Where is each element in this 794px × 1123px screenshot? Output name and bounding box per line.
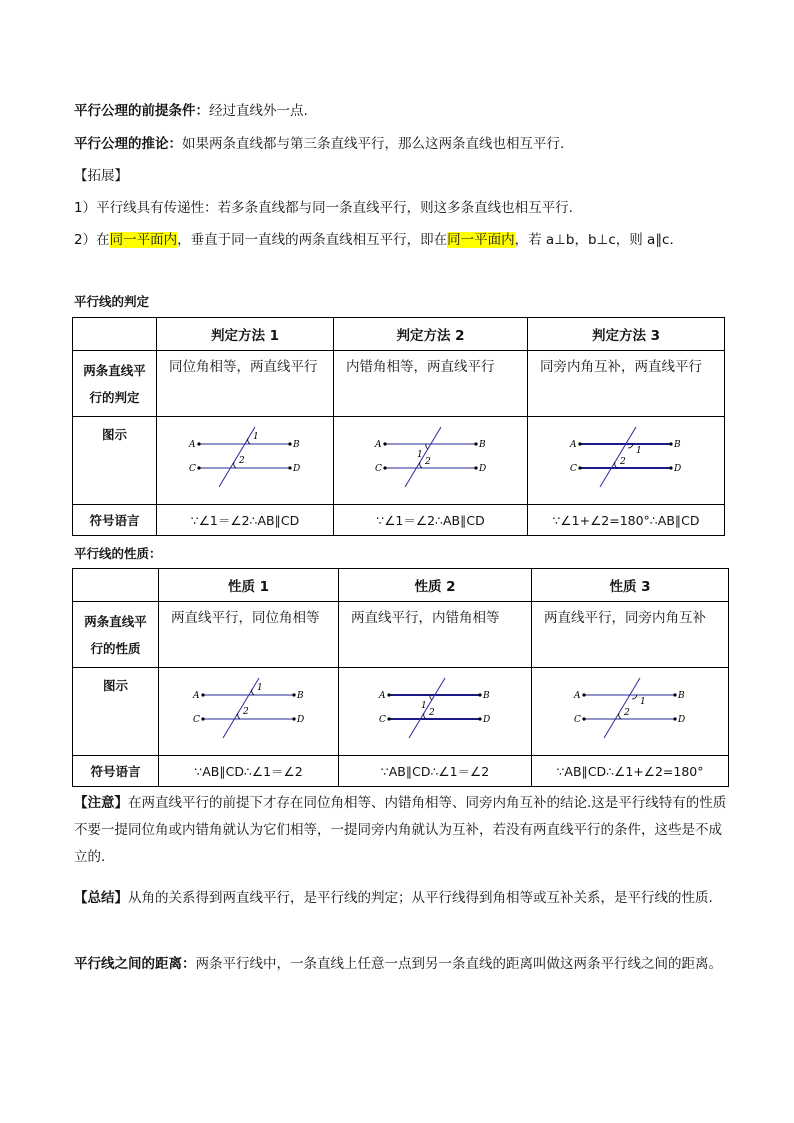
prop-figure-2 [339,668,532,756]
summary-paragraph [74,885,730,912]
angle-label-2: 2 [242,706,249,717]
note-label: 【注意】 [74,795,128,811]
distance-paragraph [74,951,730,978]
angle-label-1: 1 [253,431,259,442]
prop-text-3: 两直线平行，同旁内角互补 [532,602,729,668]
prop-symbol-label: 符号语言 [73,756,159,787]
prop-table [72,568,729,787]
label-c: C [374,463,382,474]
label-d: D [678,714,686,725]
label-b: B [296,690,304,701]
prop-symbol-3: ∵AB∥CD∴∠1+∠2=180° [532,756,729,787]
axiom-premise-line [74,101,734,121]
label-d: D [293,463,301,474]
label-c: C [189,463,196,474]
transversal [604,678,640,738]
judge-table [72,317,725,536]
judge-header-2: 判定方法 2 [334,318,528,351]
prop-symbol-1: ∵AB∥CD∴∠1＝∠2 [159,756,339,787]
judge-section-title: 平行线的判定 [74,294,150,309]
judge-figure-2 [334,417,528,505]
judge-row-label [73,351,157,417]
parallel-lines-diagram [375,675,495,745]
angle-label-2: 2 [239,455,245,466]
judge-method-row [73,351,725,417]
axiom-corollary-label: 平行公理的推论： [74,136,182,152]
axiom-premise-text: 经过直线外一点. [209,103,308,119]
expand-item-1: 1）平行线具有传递性：若多条直线都与同一条直线平行，则这多条直线也相互平行. [74,200,573,216]
label-a: A [570,439,577,450]
expand-item-2-part-a: 2）在 [74,232,110,248]
transversal [219,427,255,487]
judge-symbol-1: ∵∠1＝∠2∴AB∥CD [157,505,334,536]
prop-header-3: 性质 3 [532,569,729,602]
label-b: B [678,690,685,701]
axiom-corollary-line [74,134,734,154]
label-c: C [574,714,581,725]
label-c: C [192,714,200,725]
label-d: D [478,463,486,474]
transversal [600,427,636,487]
angle-label-1: 1 [256,682,263,693]
judge-row-label-line-2: 行的判定 [89,390,140,405]
parallel-lines-diagram [570,675,690,745]
angle-label-2: 2 [424,456,431,467]
label-d: D [483,714,491,725]
prop-symbol-row [73,756,729,787]
judge-row-label-line-1: 两条直线平 [83,363,146,378]
transversal [223,678,259,738]
judge-symbol-2: ∵∠1＝∠2∴AB∥CD [334,505,528,536]
axiom-corollary-text: 如果两条直线都与第三条直线平行，那么这两条直线也相互平行. [182,136,565,152]
distance-label: 平行线之间的距离： [74,956,196,972]
judge-header-empty [73,318,157,351]
judge-symbol-3: ∵∠1+∠2=180°∴AB∥CD [528,505,725,536]
prop-header-2: 性质 2 [339,569,532,602]
prop-text-1: 两直线平行，同位角相等 [159,602,339,668]
prop-section-title: 平行线的性质： [74,546,162,561]
judge-symbol-label: 符号语言 [73,505,157,536]
judge-method-2: 内错角相等，两直线平行 [334,351,528,417]
transversal [409,678,445,738]
judge-figure-label: 图示 [73,417,157,505]
label-a: A [574,690,581,701]
judge-method-3: 同旁内角互补，两直线平行 [528,351,725,417]
label-b: B [478,439,486,450]
angle-label-1: 1 [421,700,427,711]
judge-header-1: 判定方法 1 [157,318,334,351]
prop-row-label-line-2: 行的性质 [90,641,141,656]
angle-label-1: 1 [640,696,646,707]
parallel-lines-diagram [566,424,686,494]
prop-figure-1 [159,668,339,756]
label-a: A [374,439,381,450]
judge-figure-1 [157,417,334,505]
label-c: C [379,714,386,725]
angle-label-2: 2 [429,707,435,718]
label-a: A [379,690,386,701]
note-paragraph [74,790,730,871]
summary-label: 【总结】 [74,890,128,906]
parallel-lines-diagram [185,424,305,494]
note-text: 在两直线平行的前提下才存在同位角相等、内错角相等、同旁内角互补的结论.这是平行线特有的性质不要一提同位角或内错角就认为它们相等，一提同旁内角就认为互补，若没有两直线平行的条件，这些是不成立的. [74,795,727,865]
label-d: D [296,714,304,725]
judge-header-row [73,318,725,351]
prop-figure-3 [532,668,729,756]
prop-figure-label: 图示 [73,668,159,756]
prop-figure-row [73,668,729,756]
parallel-lines-diagram [189,675,309,745]
axiom-premise-label: 平行公理的前提条件： [74,103,209,119]
distance-text: 两条平行线中，一条直线上任意一点到另一条直线的距离叫做这两条平行线之间的距离。 [195,956,722,972]
judge-symbol-row [73,505,725,536]
angle-label-1: 1 [636,445,642,456]
highlight-same-plane-2: 同一平面内 [447,232,515,248]
expand-item-2 [74,230,734,250]
judge-figure-row [73,417,725,505]
angle-label-2: 2 [624,707,630,718]
prop-header-row [73,569,729,602]
expand-heading: 【拓展】 [74,168,128,184]
judge-figure-3 [528,417,725,505]
label-b: B [674,439,681,450]
angle-label-2: 2 [620,456,626,467]
parallel-lines-diagram [371,424,491,494]
summary-text: 从角的关系得到两直线平行，是平行线的判定；从平行线得到角相等或互补关系，是平行线的性质. [128,890,713,906]
label-b: B [293,439,300,450]
judge-method-1: 同位角相等，两直线平行 [157,351,334,417]
expand-item-2-part-c: ，若 a⊥b，b⊥c，则 a∥c. [514,232,674,248]
angle-label-1: 1 [416,449,423,460]
prop-text-2: 两直线平行，内错角相等 [339,602,532,668]
label-a: A [192,690,199,701]
label-d: D [674,463,682,474]
label-a: A [189,439,196,450]
prop-row-label [73,602,159,668]
label-b: B [483,690,490,701]
judge-header-3: 判定方法 3 [528,318,725,351]
prop-header-empty [73,569,159,602]
prop-text-row [73,602,729,668]
transversal [405,427,441,487]
highlight-same-plane-1: 同一平面内 [109,232,178,248]
prop-header-1: 性质 1 [159,569,339,602]
expand-item-2-part-b: ，垂直于同一直线的两条直线相互平行，即在 [177,232,448,248]
prop-row-label-line-1: 两条直线平 [84,614,147,629]
label-c: C [570,463,577,474]
prop-symbol-2: ∵AB∥CD∴∠1＝∠2 [339,756,532,787]
